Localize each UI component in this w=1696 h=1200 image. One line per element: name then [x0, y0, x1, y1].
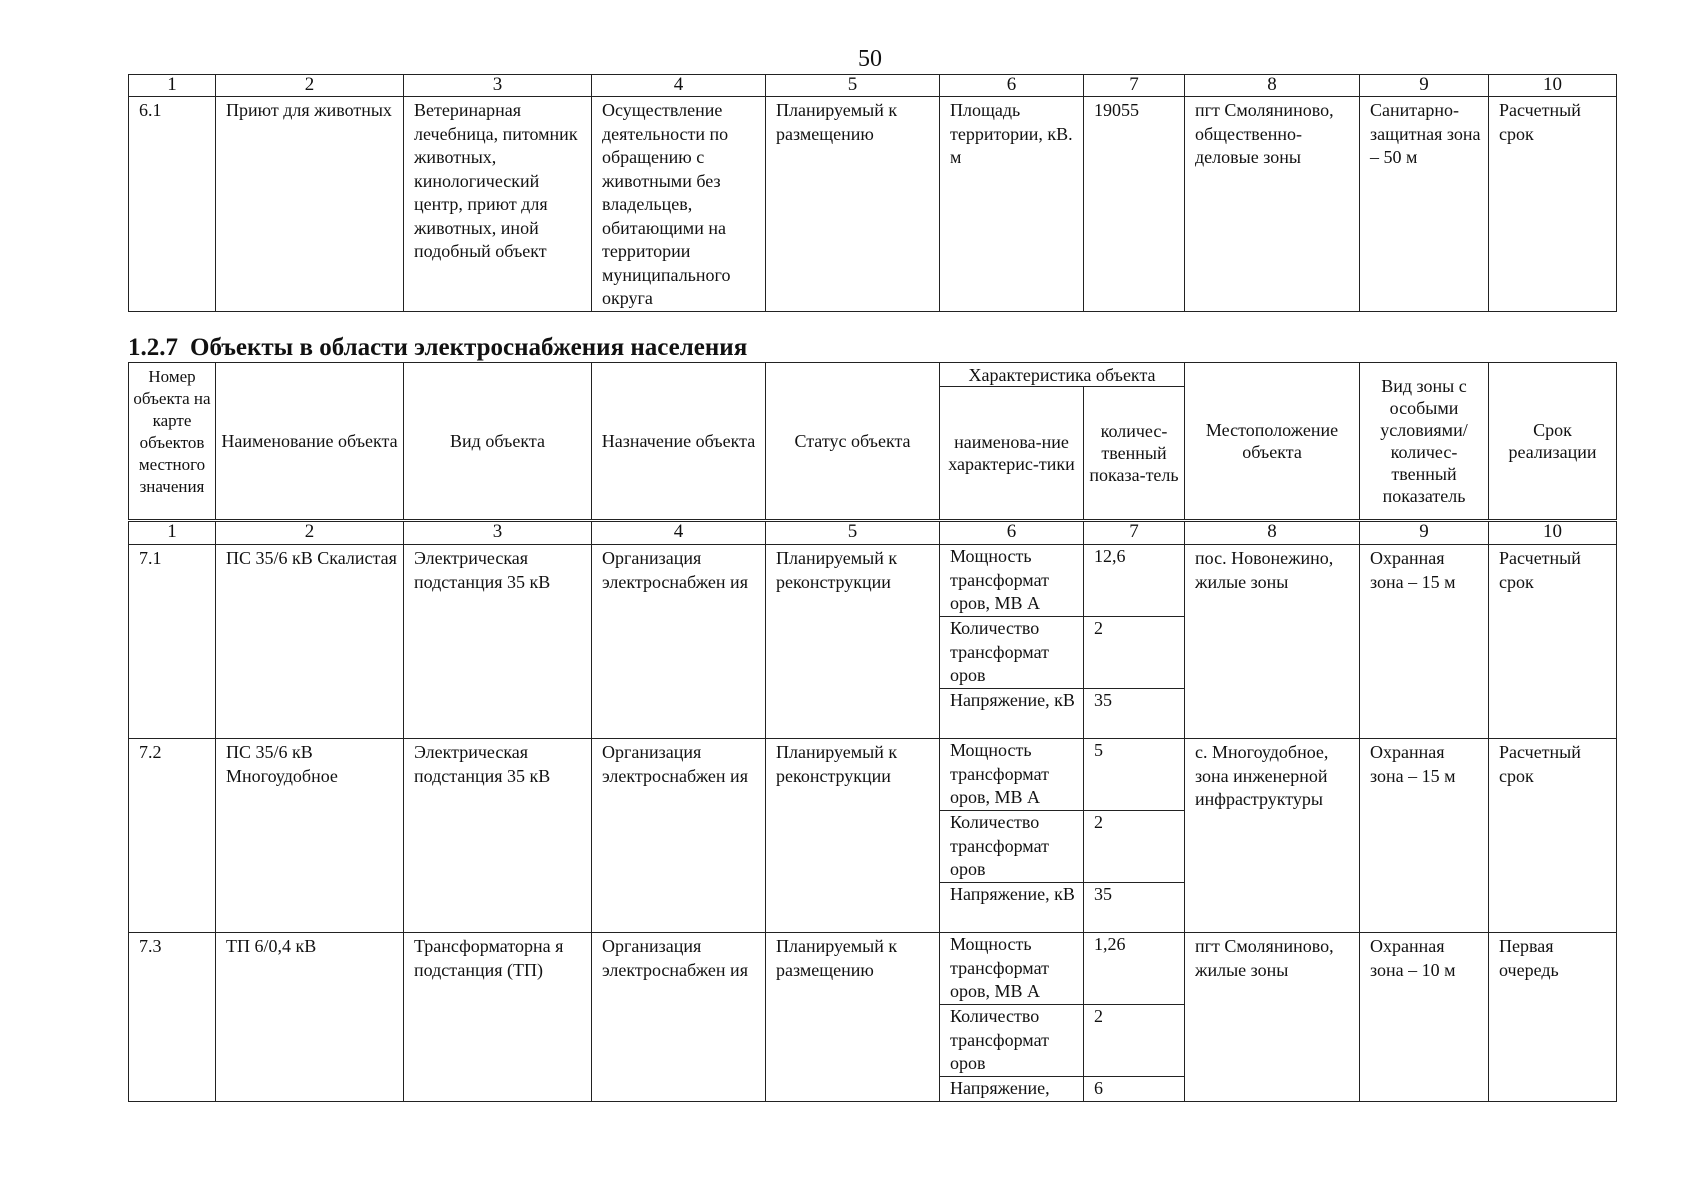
- table-row: [129, 97, 1617, 312]
- object-name: ПС 35/6 кВ Многоудобное: [216, 739, 404, 933]
- column-number: 5: [766, 75, 940, 97]
- zone-type: Охранная зона – 10 м: [1360, 933, 1489, 1102]
- power-supply-table: [128, 362, 1617, 1102]
- implementation-term: Первая очередь: [1489, 933, 1617, 1102]
- object-location: пос. Новонежино, жилые зоны: [1185, 545, 1360, 739]
- column-number: 1: [129, 521, 216, 545]
- column-number: 8: [1185, 521, 1360, 545]
- header-term: Срок реализации: [1489, 363, 1617, 521]
- header-purpose: Назначение объекта: [592, 363, 766, 521]
- object-purpose: Организация электроснабжен ия: [592, 545, 766, 739]
- object-location: с. Многоудобное, зона инженерной инфраструктуры: [1185, 739, 1360, 933]
- object-type: Электрическая подстанция 35 кВ: [404, 545, 592, 739]
- object-type: Ветеринарная лечебница, питомник животных, кинологический центр, приют для животных, иной подобный объект: [404, 97, 592, 312]
- section-heading: [128, 334, 747, 362]
- column-number: 10: [1489, 75, 1617, 97]
- object-location: пгт Смоляниново, общественно-деловые зоны: [1185, 97, 1360, 312]
- characteristic-name: Напряжение,: [940, 1077, 1084, 1102]
- column-number: 8: [1185, 75, 1360, 97]
- header-object-number: Номер объекта на карте объектов местного значения: [129, 363, 216, 521]
- column-number: 9: [1360, 75, 1489, 97]
- top-table: [128, 74, 1617, 312]
- object-purpose: Осуществление деятельности по обращению с животными без владельцев, обитающими на территории муниципального округа: [592, 97, 766, 312]
- column-number-row: [129, 75, 1617, 97]
- implementation-term: Расчетный срок: [1489, 739, 1617, 933]
- column-number: 7: [1084, 75, 1185, 97]
- object-status: Планируемый к размещению: [766, 97, 940, 312]
- table-row: [129, 933, 1617, 1005]
- header-status: Статус объекта: [766, 363, 940, 521]
- object-status: Планируемый к реконструкции: [766, 739, 940, 933]
- characteristic-value: 2: [1084, 1005, 1185, 1077]
- object-status: Планируемый к размещению: [766, 933, 940, 1102]
- column-number: 2: [216, 521, 404, 545]
- object-purpose: Организация электроснабжен ия: [592, 933, 766, 1102]
- header-characteristics: Характеристика объекта: [940, 363, 1185, 387]
- column-number: 6: [940, 75, 1084, 97]
- column-number-row: [129, 521, 1617, 545]
- characteristic-name: Мощность трансформат оров, МВ А: [940, 739, 1084, 811]
- section-number: 1.2.7: [128, 334, 178, 361]
- column-number: 1: [129, 75, 216, 97]
- characteristic-value: 35: [1084, 883, 1185, 933]
- characteristic-value: 12,6: [1084, 545, 1185, 617]
- zone-type: Охранная зона – 15 м: [1360, 739, 1489, 933]
- characteristic-value: 2: [1084, 617, 1185, 689]
- object-status: Планируемый к реконструкции: [766, 545, 940, 739]
- table-row: [129, 545, 1617, 617]
- characteristic-name: Напряжение, кВ: [940, 883, 1084, 933]
- object-name: ТП 6/0,4 кВ: [216, 933, 404, 1102]
- object-number: 7.3: [129, 933, 216, 1102]
- implementation-term: Расчетный срок: [1489, 545, 1617, 739]
- header-characteristic-name: наименова-ние характерис-тики: [940, 387, 1084, 521]
- column-number: 4: [592, 75, 766, 97]
- column-number: 7: [1084, 521, 1185, 545]
- characteristic-value: 19055: [1084, 97, 1185, 312]
- object-type: Трансформаторна я подстанция (ТП): [404, 933, 592, 1102]
- object-name: ПС 35/6 кВ Скалистая: [216, 545, 404, 739]
- header-location: Местоположение объекта: [1185, 363, 1360, 521]
- table-row: [129, 739, 1617, 811]
- object-number: 6.1: [129, 97, 216, 312]
- object-location: пгт Смоляниново, жилые зоны: [1185, 933, 1360, 1102]
- object-purpose: Организация электроснабжен ия: [592, 739, 766, 933]
- header-name: Наименование объекта: [216, 363, 404, 521]
- column-number: 2: [216, 75, 404, 97]
- characteristic-value: 2: [1084, 811, 1185, 883]
- characteristic-name: Количество трансформат оров: [940, 811, 1084, 883]
- characteristic-name: Количество трансформат оров: [940, 1005, 1084, 1077]
- column-number: 6: [940, 521, 1084, 545]
- header-zone: Вид зоны с особыми условиями/ количес-твенный показатель: [1360, 363, 1489, 521]
- page-number: 50: [858, 46, 882, 72]
- column-number: 4: [592, 521, 766, 545]
- object-name: Приют для животных: [216, 97, 404, 312]
- header-type: Вид объекта: [404, 363, 592, 521]
- object-number: 7.2: [129, 739, 216, 933]
- object-type: Электрическая подстанция 35 кВ: [404, 739, 592, 933]
- characteristic-value: 35: [1084, 689, 1185, 739]
- characteristic-value: 5: [1084, 739, 1185, 811]
- column-number: 5: [766, 521, 940, 545]
- header-characteristic-value: количес-твенный показа-тель: [1084, 387, 1185, 521]
- zone-type: Санитарно-защитная зона – 50 м: [1360, 97, 1489, 312]
- section-title: Объекты в области электроснабжения населения: [190, 334, 748, 361]
- column-number: 10: [1489, 521, 1617, 545]
- object-number: 7.1: [129, 545, 216, 739]
- characteristic-name: Напряжение, кВ: [940, 689, 1084, 739]
- characteristic-name: Площадь территории, кВ. м: [940, 97, 1084, 312]
- characteristic-value: 1,26: [1084, 933, 1185, 1005]
- characteristic-name: Мощность трансформат оров, МВ А: [940, 933, 1084, 1005]
- implementation-term: Расчетный срок: [1489, 97, 1617, 312]
- characteristic-name: Мощность трансформат оров, МВ А: [940, 545, 1084, 617]
- characteristic-name: Количество трансформат оров: [940, 617, 1084, 689]
- column-number: 9: [1360, 521, 1489, 545]
- characteristic-value: 6: [1084, 1077, 1185, 1102]
- column-number: 3: [404, 521, 592, 545]
- column-number: 3: [404, 75, 592, 97]
- zone-type: Охранная зона – 15 м: [1360, 545, 1489, 739]
